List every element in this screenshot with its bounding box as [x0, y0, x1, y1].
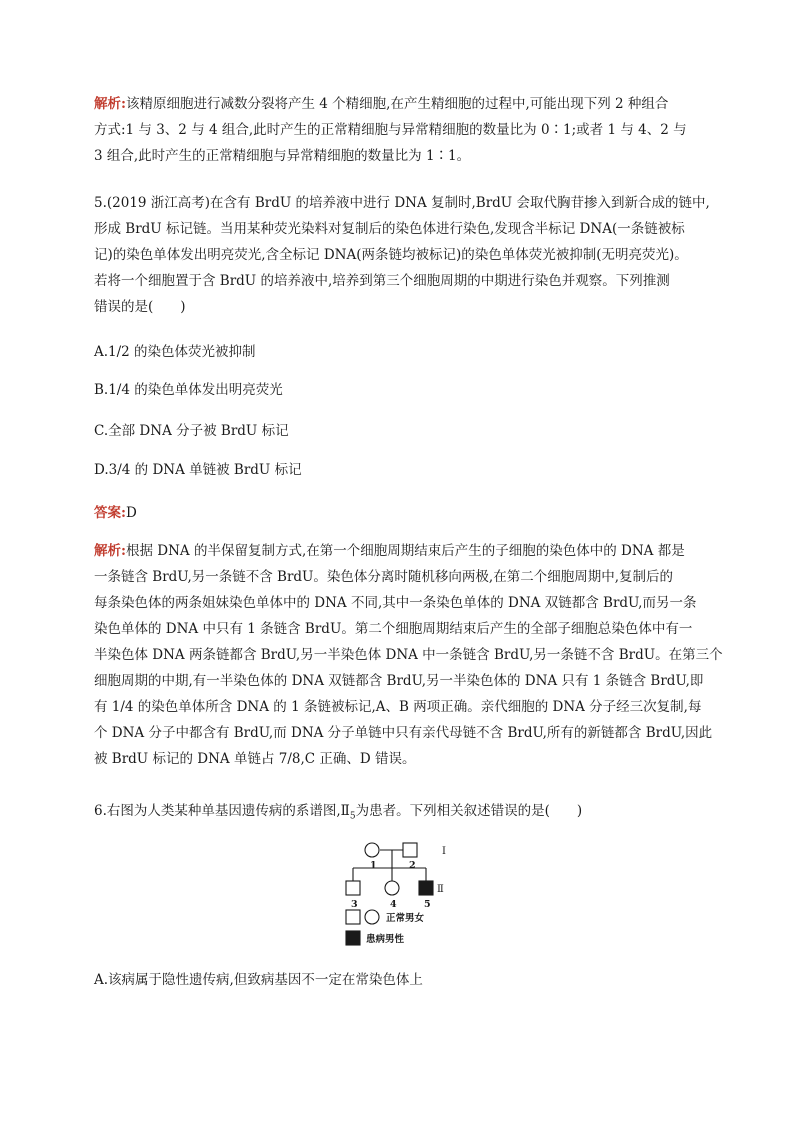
q4-analysis [94, 91, 714, 169]
q6-option-a: A.该病属于隐性遗传病,但致病基因不一定在常染色体上 [94, 972, 423, 988]
label-5: 5 [424, 899, 431, 910]
q5-analysis [94, 538, 723, 772]
analysis-text: 方式:1 与 3、2 与 4 组合,此时产生的正常精细胞与异常精细胞的数量比为 0∶1;或者 1 与 4、2 与 [94, 122, 687, 138]
analysis-text: 一条链含 BrdU,另一条链不含 BrdU。染色体分离时随机移向两极,在第二个细胞周期中,复制后的 [94, 569, 674, 585]
option-a: A.1/2 的染色体荧光被抑制 [94, 344, 256, 360]
answer-value: D [125, 505, 137, 521]
option-d: D.3/4 的 DNA 单链被 BrdU 标记 [94, 462, 302, 478]
analysis-label: 解析: [94, 543, 126, 559]
analysis-text: 3 组合,此时产生的正常精细胞与异常精细胞的数量比为 1∶1。 [94, 148, 471, 164]
analysis-label: 解析: [94, 96, 126, 112]
generation-label-1: I [442, 846, 446, 857]
option-c: C.全部 DNA 分子被 BrdU 标记 [94, 423, 289, 439]
male-2-symbol [403, 843, 417, 857]
male-3-symbol [346, 881, 360, 895]
analysis-text: 被 BrdU 标记的 DNA 单链占 7/8,C 正确、D 错误。 [94, 751, 416, 767]
q5-stem [94, 190, 714, 320]
analysis-text: 有 1/4 的染色单体所含 DNA 的 1 条链被标记,A、B 两项正确。亲代细胞的 DNA 分子经三次复制,每 [94, 699, 702, 715]
analysis-text: 该精原细胞进行减数分裂将产生 4 个精细胞,在产生精细胞的过程中,可能出现下列 2 种组合 [125, 96, 669, 112]
female-4-symbol [385, 881, 399, 895]
legend-normal-label: 正常男女 [386, 913, 425, 924]
analysis-text: 每条染色体的两条姐妹染色单体中的 DNA 不同,其中一条染色单体的 DNA 双链都含 BrdU,而另一条 [94, 595, 697, 611]
analysis-text: 细胞周期的中期,有一半染色体的 DNA 双链都含 BrdU,另一半染色体的 DNA 只有 1 条链含 BrdU,即 [94, 673, 704, 689]
label-4: 4 [390, 899, 397, 910]
question-text: 形成 BrdU 标记链。当用某种荧光染料对复制后的染色体进行染色,发现含半标记 DNA(一条链被标 [94, 221, 685, 237]
analysis-text: 染色单体的 DNA 中只有 1 条链含 BrdU。第二个细胞周期结束后产生的全部子细胞总染色体中有一 [94, 621, 693, 637]
analysis-text: 个 DNA 分子中都含有 BrdU,而 DNA 分子单链中只有亲代母链不含 BrdU,所有的新链都含 BrdU,因此 [94, 725, 713, 741]
label-2: 2 [409, 860, 416, 871]
q6-stem: 6.右图为人类某种单基因遗传病的系谱图$,Ⅱ_5$为患者。下列相关叙述错误的是( ) [94, 803, 583, 822]
analysis-text: 根据 DNA 的半保留复制方式,在第一个细胞周期结束后产生的子细胞的染色体中的 DNA 都是 [125, 543, 685, 559]
legend-normal-male-symbol [346, 910, 360, 924]
pedigree-diagram [330, 838, 480, 950]
analysis-text: 半染色体 DNA 两条链都含 BrdU,另一半染色体 DNA 中一条链含 BrdU,另一条链不含 BrdU。在第三个 [94, 647, 723, 663]
affected-male-5-symbol [419, 881, 433, 895]
legend-affected-male-symbol [346, 931, 360, 945]
female-1-symbol [365, 843, 379, 857]
question-text: 记)的染色单体发出明亮荧光,含全标记 DNA(两条链均被标记)的染色单体荧光被抑制(无明亮荧光)。 [94, 247, 688, 263]
option-b: B.1/4 的染色单体发出明亮荧光 [94, 382, 283, 398]
question-text: 错误的是( ) [94, 299, 186, 315]
q5-answer [94, 503, 137, 523]
question-text: 若将一个细胞置于含 BrdU 的培养液中,培养到第三个细胞周期的中期进行染色并观察。下列推测 [94, 273, 670, 289]
label-3: 3 [351, 899, 358, 910]
answer-label: 答案: [94, 505, 126, 521]
question-text: 5.(2019 浙江高考)在含有 BrdU 的培养液中进行 DNA 复制时,BrdU 会取代胸苷掺入到新合成的链中, [94, 195, 710, 211]
generation-label-2: Ⅱ [437, 884, 444, 895]
legend-normal-female-symbol [365, 910, 379, 924]
legend-affected-label: 患病男性 [366, 934, 405, 945]
label-1: 1 [370, 860, 377, 871]
